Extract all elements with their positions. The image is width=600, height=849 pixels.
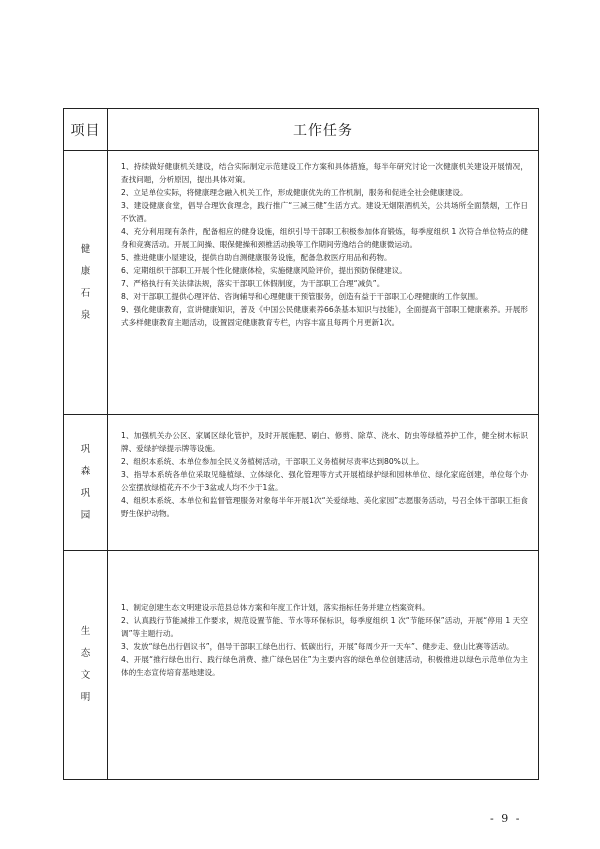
list-item: 5、推进健康小屋建设，提供自助自测健康服务设施，配备急救医疗用品和药物。 bbox=[121, 253, 392, 262]
list-item: 7、严格执行有关法律法规，落实干部职工休假制度，为干部职工合理“减负”。 bbox=[121, 279, 385, 288]
section-items bbox=[108, 151, 538, 414]
list-item: 1、持续做好健康机关建设，结合实际制定示范建设工作方案和具体措施，每半年研究讨论一次健康机关建设开展情况，查找问题，分析原因，提出具体对策。 bbox=[121, 162, 528, 184]
section-label bbox=[64, 621, 107, 709]
list-item: 2、认真践行节能减排工作要求，规范设置节能、节水等环保标识，每季度组织 1 次“节能环保”活动，开展“停用 1 天空调”等主题行动。 bbox=[121, 616, 528, 638]
section-label-line: 石 泉 bbox=[80, 287, 97, 321]
section-greening bbox=[64, 415, 538, 551]
list-item: 6、定期组织干部职工开展个性化健康体检，实施健康风险评价，提出预防保健建议。 bbox=[121, 266, 407, 275]
list-item: 8、对干部职工提供心理评估、咨询辅导和心理健康干预管服务，创造有益于干部职工心理健康的工作氛围。 bbox=[121, 292, 483, 301]
list-item: 3、发放“绿色出行倡议书”，倡导干部职工绿色出行、低碳出行，开展“每周少开一天车”、健步走、登山比赛等活动。 bbox=[121, 642, 514, 651]
section-items bbox=[108, 551, 538, 779]
list-item: 4、组织本系统、本单位和监督管理服务对象每半年开展1次“关爱绿地、美化家园”志愿服务活动，号召全体干部职工拒食野生保护动物。 bbox=[121, 496, 528, 518]
list-item: 2、组织本系统、本单位参加全民义务植树活动，干部职工义务植树尽责率达到80%以上。 bbox=[121, 457, 424, 466]
list-item: 4、开展“推行绿色出行、践行绿色消费、推广绿色居住”为主要内容的绿色单位创建活动，积极推进以绿色示范单位为主体的生态宣传培育基地建设。 bbox=[121, 655, 528, 677]
table-header-row bbox=[64, 109, 538, 151]
section-label-cell bbox=[64, 551, 108, 779]
list-item: 1、制定创建生态文明建设示范县总体方案和年度工作计划，落实指标任务并建立档案资料。 bbox=[121, 603, 430, 612]
section-label-line: 健 康 bbox=[80, 243, 97, 277]
list-item: 3、建设健康食堂，倡导合理饮食理念，践行推广“三减三健”生活方式。建设无烟限酒机关，公共场所全面禁烟，工作日不饮酒。 bbox=[121, 201, 528, 223]
section-label-line: 文 明 bbox=[80, 670, 97, 703]
section-label bbox=[64, 239, 107, 327]
header-task-cell bbox=[108, 109, 538, 150]
section-label-cell bbox=[64, 151, 108, 414]
list-item: 9、强化健康教育，宣讲健康知识，普及《中国公民健康素养66条基本知识与技能》，全面提高干部职工健康素养。开展形式多样健康教育主题活动，设置固定健康教育专栏，内容丰富且每两个月更新1次。 bbox=[121, 305, 528, 327]
list-item: 4、充分利用现有条件，配备相应的健身设施，组织引导干部职工积极参加体育锻炼，每季度组织 1 次符合单位特点的健身和竞赛活动。开展工间操、眼保健操和颈椎活动换等工作期间劳逸结合的健康微运动。 bbox=[121, 227, 528, 249]
section-label-line: 巩 森 bbox=[80, 443, 97, 477]
section-health bbox=[64, 151, 538, 415]
section-label-line: 生 态 bbox=[80, 626, 97, 659]
section-label-cell bbox=[64, 415, 108, 550]
page-number: - 9 - bbox=[490, 812, 522, 825]
header-item-label: 项目 bbox=[70, 122, 101, 139]
section-items bbox=[108, 415, 538, 550]
task-table bbox=[63, 108, 539, 780]
list-item: 1、加强机关办公区、家属区绿化管护，及时开展施肥、刷白、修剪、除草、浇水、防虫等绿植养护工作，健全树木标识牌、爱绿护绿提示牌等设施。 bbox=[121, 431, 528, 453]
section-label bbox=[64, 439, 107, 527]
section-ecology bbox=[64, 551, 538, 779]
header-item-cell bbox=[64, 109, 108, 150]
list-item: 2、立足单位实际，将健康理念融入机关工作，形成健康优先的工作机制，服务和促进全社会健康建设。 bbox=[121, 188, 468, 197]
section-label-line: 巩 园 bbox=[80, 487, 97, 521]
list-item: 3、指导本系统各单位采取见缝植绿、立体绿化、强化管理等方式开展植绿护绿和园林单位、绿化家庭创建，单位每个办公室摆放绿植花卉不少于3盆或人均不少于1盆。 bbox=[121, 470, 528, 492]
header-task-label: 工作任务 bbox=[293, 122, 353, 139]
